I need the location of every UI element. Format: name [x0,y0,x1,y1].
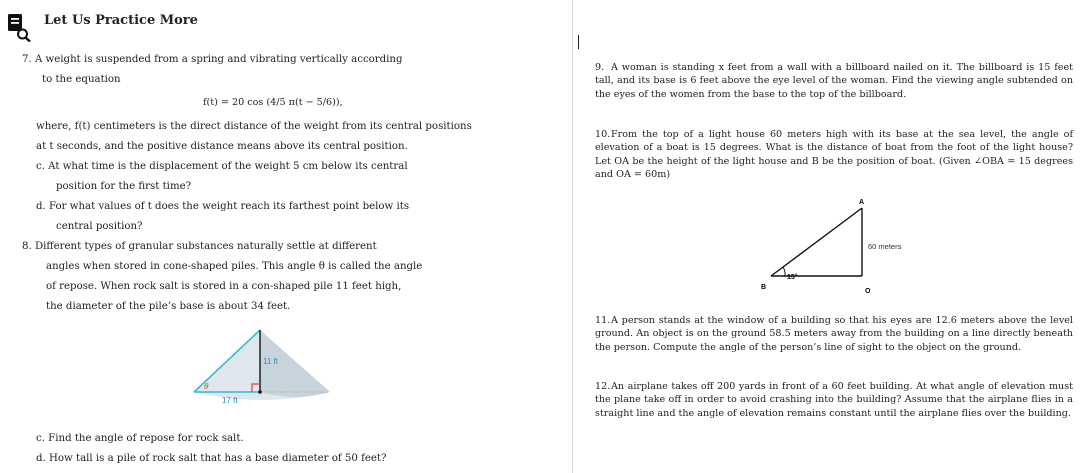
cone-pile-figure [186,324,346,406]
lighthouse-figure [757,196,917,296]
q12-number: 12. [595,381,611,392]
q12-text: An airplane takes off 200 yards in front of a 60 feet building. At what angle of elevation must the plane take off in order to avoid crashing into the building? Assume that the airplane flies in a straight line and the angle of elevation remains constant until the airplane flies over the building. [595,381,1073,419]
q12-paragraph [595,380,1073,420]
q8c-line: c. Find the angle of repose for rock salt. [36,433,244,444]
cone-center-dot [258,390,262,394]
cone-angle-label: θ [204,382,209,391]
label-side: 60 meters [868,242,902,251]
q7-text-line-4: at t seconds, and the positive distance means above its central position. [36,141,408,152]
q7d-line-2: central position? [56,221,143,232]
q10-paragraph [595,128,1073,182]
q8d-line: d. How tall is a pile of rock salt that has a base diameter of 50 feet? [36,453,387,464]
q9-number: 9. [595,62,605,73]
q9-paragraph [595,61,1073,101]
q9-text: A woman is standing x feet from a wall with a billboard nailed on it. The billboard is 15 feet tall, and its base is 6 feet above the eye level of the woman. Find the viewing angle subtended on the eyes of the women from the base to the top of the billboard. [595,62,1073,100]
q7-text-line-2: to the equation [42,74,121,85]
cone-height-label: 11 ft [263,357,278,366]
q7-text-line-3: where, f(t) centimeters is the direct distance of the weight from its central positions [36,121,472,132]
q7-equation: f(t) = 20 cos (4/5 π(t − 5/6)), [203,97,343,108]
q10-text: From the top of a light house 60 meters high with its base at the sea level, the angle of elevation of a boat is 15 degrees. What is the distance of boat from the foot of the light house? Let OA be the height of the light house and B be the position of boat. (Given ∠OBA = 15 degrees and OA = 60m) [595,129,1073,181]
q11-number: 11. [595,315,611,326]
label-o: O [865,288,871,295]
q7c-line-2: position for the first time? [56,181,192,192]
q7d-line-1: d. For what values of t does the weight reach its farthest point below its [36,201,410,212]
book-search-icon [6,12,32,46]
q11-paragraph [595,314,1073,354]
q11-text: A person stands at the window of a building so that his eyes are 12.6 meters above the level ground. An object is on the ground 58.5 meters away from the building on a line directly beneath the person. Compute the angle of the person’s line of sight to the object on the ground. [595,315,1073,353]
right-page [573,0,1091,473]
q7-text-line-1: 7. A weight is suspended from a spring and vibrating vertically according [22,54,403,65]
text-cursor [578,35,579,49]
q10-number: 10. [595,129,611,140]
page-title: Let Us Practice More [44,13,198,28]
label-angle: 15° [787,274,798,281]
label-a: A [859,199,865,206]
q8-line-3: of repose. When rock salt is stored in a con-shaped pile 11 feet high, [46,281,402,292]
triangle-hypotenuse [771,208,862,276]
q7c-line-1: c. At what time is the displacement of the weight 5 cm below its central [36,161,408,172]
label-b: B [761,284,767,291]
q8-line-1: 8. Different types of granular substances naturally settle at different [22,241,377,252]
q8-line-4: the diameter of the pile’s base is about 34 feet. [46,301,291,312]
angle-arc [783,267,785,276]
cone-base-label: 17 ft [222,396,238,405]
q8-line-2: angles when stored in cone-shaped piles. This angle θ is called the angle [46,261,423,272]
